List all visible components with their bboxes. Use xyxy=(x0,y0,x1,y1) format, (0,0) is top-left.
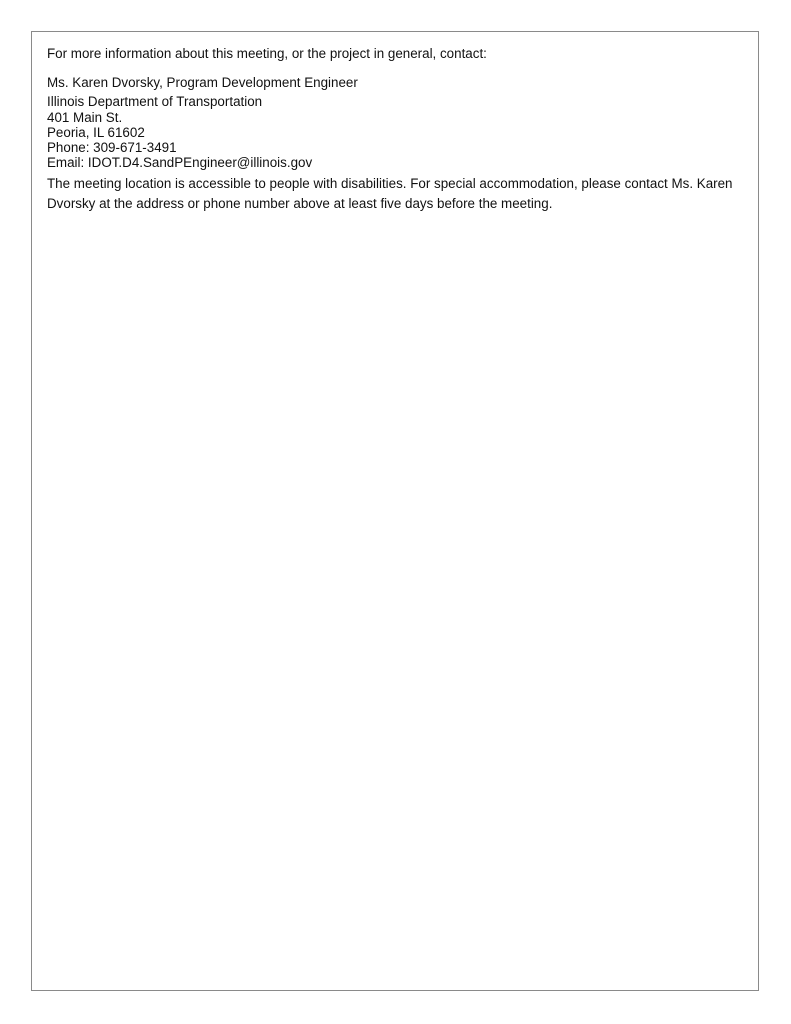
contact-street: 401 Main St. xyxy=(47,110,123,125)
document-frame xyxy=(31,31,759,991)
contact-department: Illinois Department of Transportation xyxy=(47,94,263,109)
accessibility-notice: The meeting location is accessible to people with disabilities. For special accommodation, please contact Ms. Karen Dvorsky at the address or phone number above at least five days before the meeting. xyxy=(47,176,733,211)
contact-email: Email: IDOT.D4.SandPEngineer@illinois.gov xyxy=(47,155,313,170)
contact-city-state-zip: Peoria, IL 61602 xyxy=(47,125,145,140)
contact-name-title: Ms. Karen Dvorsky, Program Development Engineer xyxy=(47,75,358,90)
intro-text: For more information about this meeting, or the project in general, contact: xyxy=(47,46,487,61)
document-content xyxy=(47,46,744,214)
contact-block xyxy=(47,75,744,170)
contact-phone: Phone: 309-671-3491 xyxy=(47,140,177,155)
